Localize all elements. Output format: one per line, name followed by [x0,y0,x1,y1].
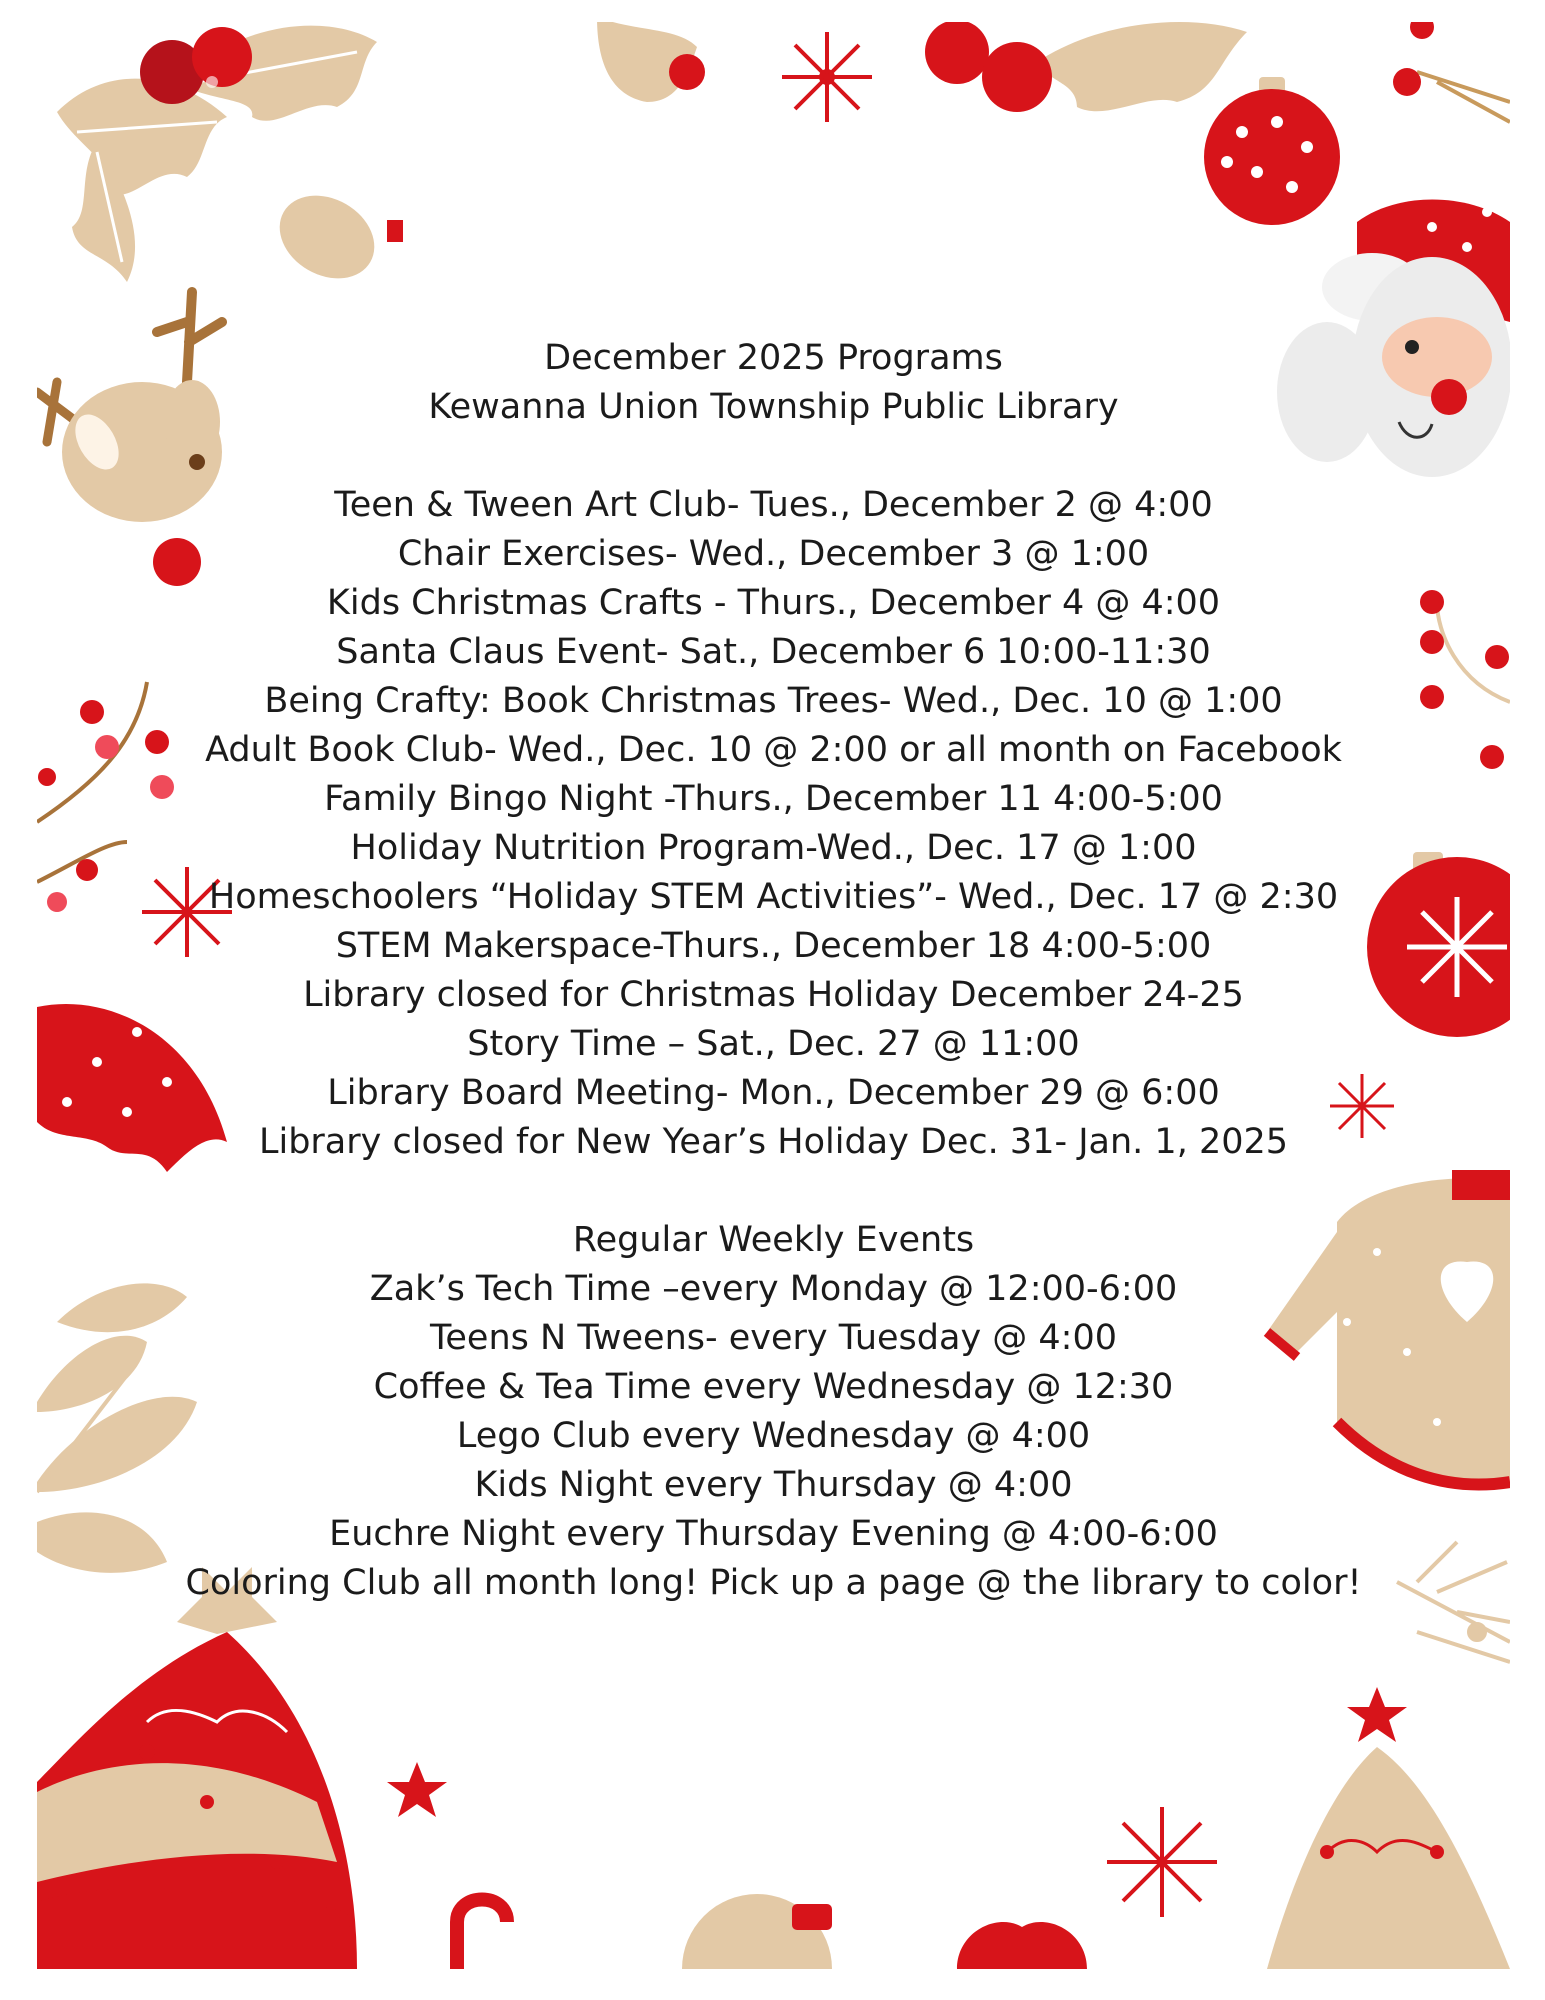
berry-branch-icon [1393,22,1510,122]
christmas-tree-beige-icon [1267,1687,1510,1969]
program-item: Story Time – Sat., Dec. 27 @ 11:00 [467,1024,1080,1064]
program-item: Library closed for New Year’s Holiday Dec. 31- Jan. 1, 2025 [258,1122,1289,1162]
weekly-event-item: Coffee & Tea Time every Wednesday @ 12:30 [373,1367,1174,1407]
program-item: Being Crafty: Book Christmas Trees- Wed., Dec. 10 @ 1:00 [264,681,1283,721]
weekly-events-list [37,1265,1510,1608]
beige-wreath-icon [682,1894,832,1969]
program-item: Library Board Meeting- Mon., December 29 @ 6:00 [327,1073,1220,1113]
weekly-event-item: Euchre Night every Thursday Evening @ 4:00-6:00 [329,1514,1218,1554]
program-item: Kids Christmas Crafts - Thurs., December 4 @ 4:00 [326,583,1221,623]
flyer-page [37,22,1510,1969]
berries-top-right-icon [925,22,1247,112]
program-item: Santa Claus Event- Sat., December 6 10:00-11:30 [336,632,1211,672]
christmas-tree-red-icon [37,1567,357,1969]
program-item: Teen & Tween Art Club- Tues., December 2 @ 4:00 [334,485,1213,525]
weekly-event-item: Zak’s Tech Time –every Monday @ 12:00-6:00 [369,1269,1178,1309]
star-small-icon [387,1762,447,1817]
candy-cane-icon [457,1900,507,1970]
ornament-red-dotted-icon [1204,77,1340,225]
program-item: STEM Makerspace-Thurs., December 18 4:00-5:00 [335,926,1212,966]
snowflake-bottom-icon [1107,1807,1217,1917]
december-programs-list [37,481,1510,1167]
program-item: Chair Exercises- Wed., December 3 @ 1:00 [397,534,1150,574]
program-item: Adult Book Club- Wed., Dec. 10 @ 2:00 or all month on Facebook [205,730,1342,770]
program-item: Holiday Nutrition Program-Wed., Dec. 17 @ 1:00 [350,828,1197,868]
library-name: Kewanna Union Township Public Library [428,387,1119,427]
program-item: Family Bingo Night -Thurs., December 11 4:00-5:00 [324,779,1223,819]
weekly-event-item: Lego Club every Wednesday @ 4:00 [456,1416,1091,1456]
weekly-event-item: Coloring Club all month long! Pick up a page @ the library to color! [185,1563,1362,1603]
program-listing [37,334,1510,1608]
stocking-icon [597,22,705,102]
weekly-events-heading: Regular Weekly Events [572,1220,975,1260]
red-mitten-icon [957,1922,1087,1969]
program-item: Library closed for Christmas Holiday December 24-25 [303,975,1244,1015]
snowflake-icon [782,32,872,122]
program-item: Homeschoolers “Holiday STEM Activities”- Wed., Dec. 17 @ 2:30 [208,877,1339,917]
page-title: December 2025 Programs [544,338,1003,378]
weekly-event-item: Teens N Tweens- every Tuesday @ 4:00 [429,1318,1118,1358]
ornament-beige-icon [265,179,403,295]
weekly-event-item: Kids Night every Thursday @ 4:00 [474,1465,1073,1505]
